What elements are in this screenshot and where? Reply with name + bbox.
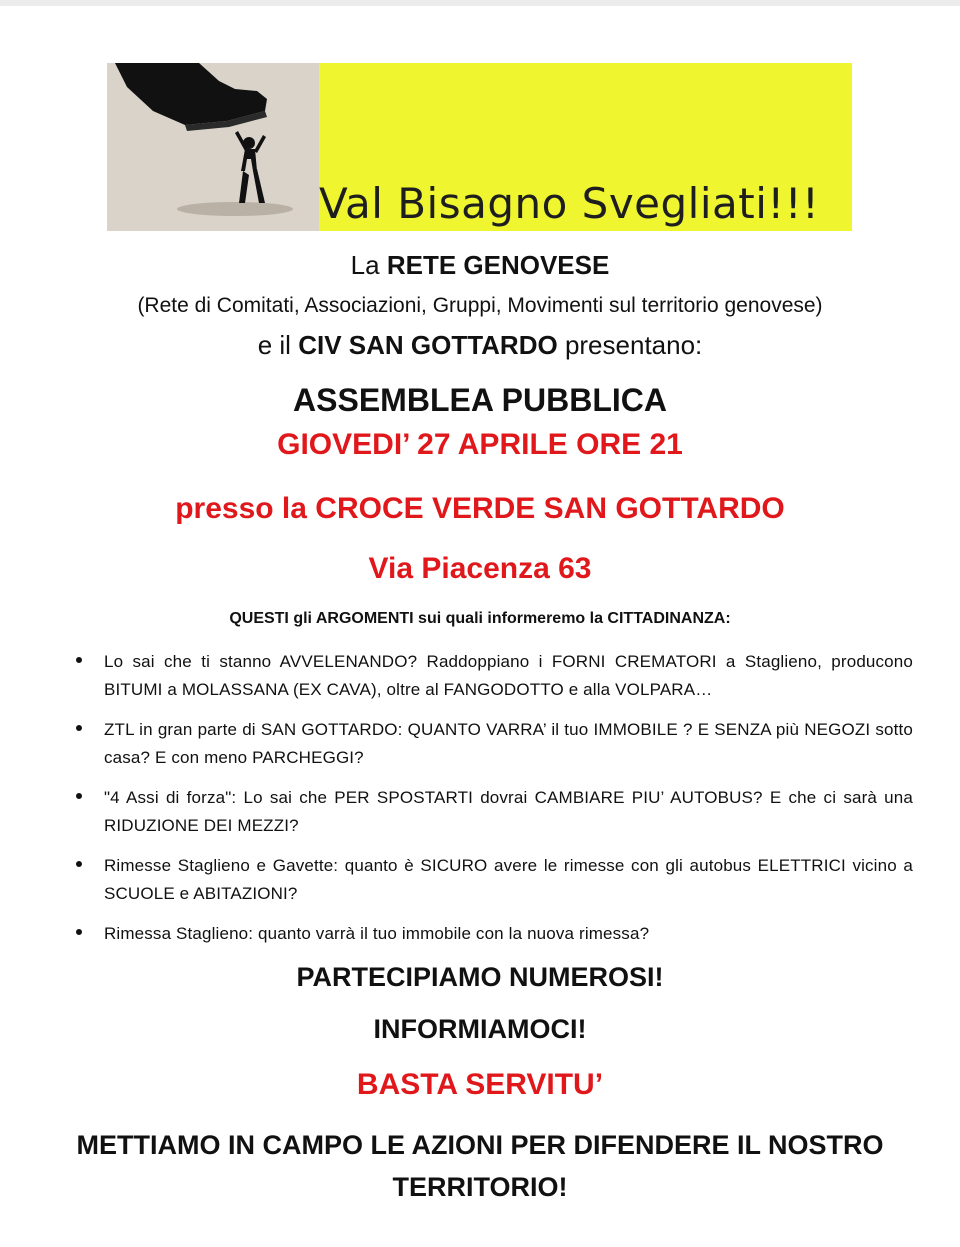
banner	[107, 63, 852, 231]
topic-text: ZTL in gran parte di SAN GOTTARDO: QUANTO VARRA’ il tuo IMMOBILE ? E SENZA più NEGOZI sotto casa? E con meno PARCHEGGI?	[104, 720, 913, 767]
event-date: GIOVEDI’ 27 APRILE ORE 21	[277, 428, 683, 461]
event-title: ASSEMBLEA PUBBLICA	[293, 382, 667, 418]
intro-line-3-suffix: presentano:	[557, 330, 703, 360]
bullet-icon	[76, 861, 82, 867]
rete-genovese-label: RETE GENOVESE	[386, 250, 610, 280]
event-address: Via Piacenza 63	[368, 552, 592, 585]
bullet-icon	[76, 657, 82, 663]
topic-text: Lo sai che ti stanno AVVELENANDO? Raddoppiano i FORNI CREMATORI a Staglieno, producono BITUMI a MOLASSANA (EX CAVA), oltre al FANGODOTTO e alla VOLPARA…	[104, 652, 913, 699]
topic-text: Rimesse Staglieno e Gavette: quanto è SICURO avere le rimesse con gli autobus ELETTRICI vicino a SCUOLE e ABITAZIONI?	[104, 856, 913, 903]
event-place: presso la CROCE VERDE SAN GOTTARDO	[175, 492, 785, 525]
bullet-icon	[76, 793, 82, 799]
intro-line-3-prefix: e il	[257, 330, 299, 360]
intro-line-2: (Rete di Comitati, Associazioni, Gruppi, Movimenti sul territorio genovese)	[137, 294, 823, 317]
page-top-strip	[0, 0, 960, 6]
closing-line-2: INFORMIAMOCI!	[373, 1014, 587, 1044]
bullet-icon	[76, 929, 82, 935]
bullet-icon	[76, 725, 82, 731]
topics-heading: QUESTI gli ARGOMENTI sui quali informeremo la CITTADINANZA:	[229, 610, 731, 627]
closing-line-3: BASTA SERVITU’	[356, 1068, 604, 1101]
closing-line-4: METTIAMO IN CAMPO LE AZIONI PER DIFENDERE IL NOSTRO TERRITORIO!	[76, 1130, 884, 1202]
intro-line-1-prefix: La	[350, 250, 387, 280]
banner-title: Val Bisagno Svegliati!!!	[319, 179, 820, 228]
intro-line-3	[0, 330, 960, 361]
intro-line-1	[0, 250, 960, 281]
closing-line-1: PARTECIPIAMO NUMEROSI!	[296, 962, 664, 992]
topic-text: Rimessa Staglieno: quanto varrà il tuo immobile con la nuova rimessa?	[104, 924, 650, 943]
civ-san-gottardo-label: CIV SAN GOTTARDO	[298, 330, 558, 360]
topic-text: "4 Assi di forza": Lo sai che PER SPOSTARTI dovrai CAMBIARE PIU’ AUTOBUS? E che ci sarà una RIDUZIONE DEI MEZZI?	[104, 788, 913, 835]
